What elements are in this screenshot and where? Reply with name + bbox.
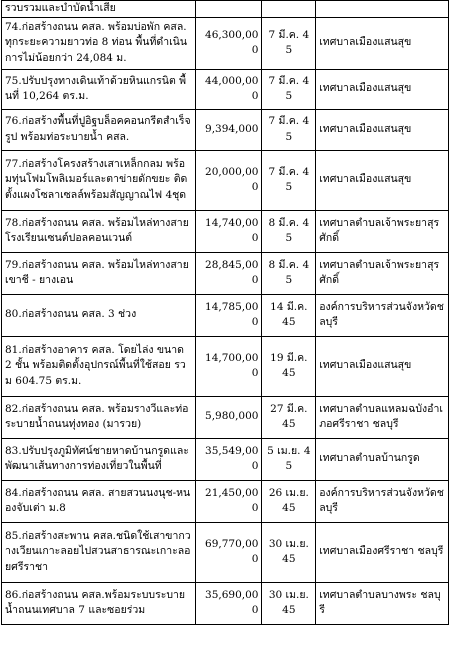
table-row	[2, 336, 449, 396]
table-row	[2, 294, 449, 336]
agency-cell: เทศบาลเมืองแสนสุข	[316, 69, 449, 109]
project-cell: 75.ปรับปรุงทางเดินเท้าด้วยหินแกรนิต พื้นที่ 10,264 ตร.ม.	[2, 69, 196, 109]
amount-cell: 46,300,000	[195, 17, 262, 69]
table-row	[2, 150, 449, 210]
project-cell: 79.ก่อสร้างถนน คสล. พร้อมไหล่ทางสายเขาชี - ยางเอน	[2, 252, 196, 294]
agency-cell: เทศบาลตำบลเจ้าพระยาสุรศักดิ์	[316, 252, 449, 294]
project-cell: 84.ก่อสร้างถนน คสล. สายสวนนงนุช-หนองจับเต่า ม.8	[2, 480, 196, 522]
amount-cell: 28,845,000	[195, 252, 262, 294]
agency-cell: เทศบาลตำบลเจ้าพระยาสุรศักดิ์	[316, 210, 449, 252]
date-cell: 7 มี.ค. 45	[262, 109, 316, 150]
table-row	[2, 109, 449, 150]
table-row	[2, 480, 449, 522]
amount-cell	[195, 1, 262, 18]
date-cell: 30 เม.ย. 45	[262, 522, 316, 582]
amount-cell: 69,770,000	[195, 522, 262, 582]
date-cell: 27 มี.ค. 45	[262, 396, 316, 438]
date-cell: 7 มี.ค. 45	[262, 17, 316, 69]
table-row	[2, 396, 449, 438]
amount-cell: 14,740,000	[195, 210, 262, 252]
project-cell: รวบรวมและบำบัดน้ำเสีย	[2, 1, 196, 18]
date-cell: 14 มี.ค. 45	[262, 294, 316, 336]
table-row	[2, 252, 449, 294]
project-cell: 74.ก่อสร้างถนน คสล. พร้อมบ่อพัก คสล. ทุกระยะความยาวท่อ 8 ท่อน พื้นที่ดำเนินการไม่น้อยกว่า 24,084 ม.	[2, 17, 196, 69]
date-cell: 30 เม.ย. 45	[262, 582, 316, 624]
date-cell: 19 มี.ค. 45	[262, 336, 316, 396]
date-cell: 8 มี.ค. 45	[262, 210, 316, 252]
agency-cell: เทศบาลตำบลแหลมฉบังอำเภอศรีราชา ชลบุรี	[316, 396, 449, 438]
table-row	[2, 582, 449, 624]
date-cell: 5 เม.ย. 45	[262, 438, 316, 480]
amount-cell: 9,394,000	[195, 109, 262, 150]
amount-cell: 21,450,000	[195, 480, 262, 522]
date-cell	[262, 1, 316, 18]
project-cell: 80.ก่อสร้างถนน คสล. 3 ช่วง	[2, 294, 196, 336]
amount-cell: 44,000,000	[195, 69, 262, 109]
agency-cell: เทศบาลเมืองแสนสุข	[316, 150, 449, 210]
agency-cell: เทศบาลเมืองศรีราชา ชลบุรี	[316, 522, 449, 582]
project-cell: 77.ก่อสร้างโครงสร้างเสาเหล็กกลม พร้อมทุ่นโฟมโพลิเมอร์และตาข่ายดักขยะ ติดตั้งแผงโซลาเซลล์พร้อมสัญญาณไฟ 4ชุด	[2, 150, 196, 210]
table-row	[2, 17, 449, 69]
amount-cell: 20,000,000	[195, 150, 262, 210]
amount-cell: 5,980,000	[195, 396, 262, 438]
project-cell: 83.ปรับปรุงภูมิทัศน์ชายหาดบ้านกรูดและพัฒนาเส้นทางการท่องเที่ยวในพื้นที่	[2, 438, 196, 480]
project-table	[1, 0, 449, 625]
amount-cell: 35,690,000	[195, 582, 262, 624]
project-cell: 76.ก่อสร้างพื้นที่ปูอิฐบล็อคคอนกรีตสำเร็จรูป พร้อมท่อระบายน้ำ คสล.	[2, 109, 196, 150]
amount-cell: 35,549,000	[195, 438, 262, 480]
table-row	[2, 1, 449, 18]
date-cell: 8 มี.ค. 45	[262, 252, 316, 294]
amount-cell: 14,700,000	[195, 336, 262, 396]
agency-cell: เทศบาลเมืองแสนสุข	[316, 109, 449, 150]
project-cell: 86.ก่อสร้างถนน คสล.พร้อมระบบระบายน้ำถนนเทศบาล 7 และซอยร่วม	[2, 582, 196, 624]
project-cell: 81.ก่อสร้างอาคาร คสล. โดยไล่ง ขนาด 2 ชั้น พร้อมติดตั้งอุปกรณ์พื้นที่ใช้สอย รวม 604.75 ตร.ม.	[2, 336, 196, 396]
project-cell: 85.ก่อสร้างสะพาน คสล.ชนิดใช้เสาขากวางเวียนเกาะลอยไปสวนสาธารณะเกาะลอยศรีราชา	[2, 522, 196, 582]
agency-cell: เทศบาลเมืองแสนสุข	[316, 17, 449, 69]
table-row	[2, 438, 449, 480]
agency-cell: เทศบาลเมืองแสนสุข	[316, 336, 449, 396]
table-row	[2, 69, 449, 109]
agency-cell: เทศบาลตำบลบ้านกรูด	[316, 438, 449, 480]
table-row	[2, 522, 449, 582]
date-cell: 7 มี.ค. 45	[262, 69, 316, 109]
agency-cell: องค์การบริหารส่วนจังหวัดชลบุรี	[316, 294, 449, 336]
agency-cell: เทศบาลตำบลบางพระ ชลบุรี	[316, 582, 449, 624]
agency-cell	[316, 1, 449, 18]
date-cell: 26 เม.ย. 45	[262, 480, 316, 522]
agency-cell: องค์การบริหารส่วนจังหวัดชลบุรี	[316, 480, 449, 522]
project-cell: 78.ก่อสร้างถนน คสล. พร้อมไหล่ทางสายโรงเรียนเซนต์ปอลคอนเวนต์	[2, 210, 196, 252]
amount-cell: 14,785,000	[195, 294, 262, 336]
date-cell: 7 มี.ค. 45	[262, 150, 316, 210]
project-cell: 82.ก่อสร้างถนน คสล. พร้อมรางวีและท่อระบายน้ำถนนทุ่งทอง (มารวย)	[2, 396, 196, 438]
table-row	[2, 210, 449, 252]
